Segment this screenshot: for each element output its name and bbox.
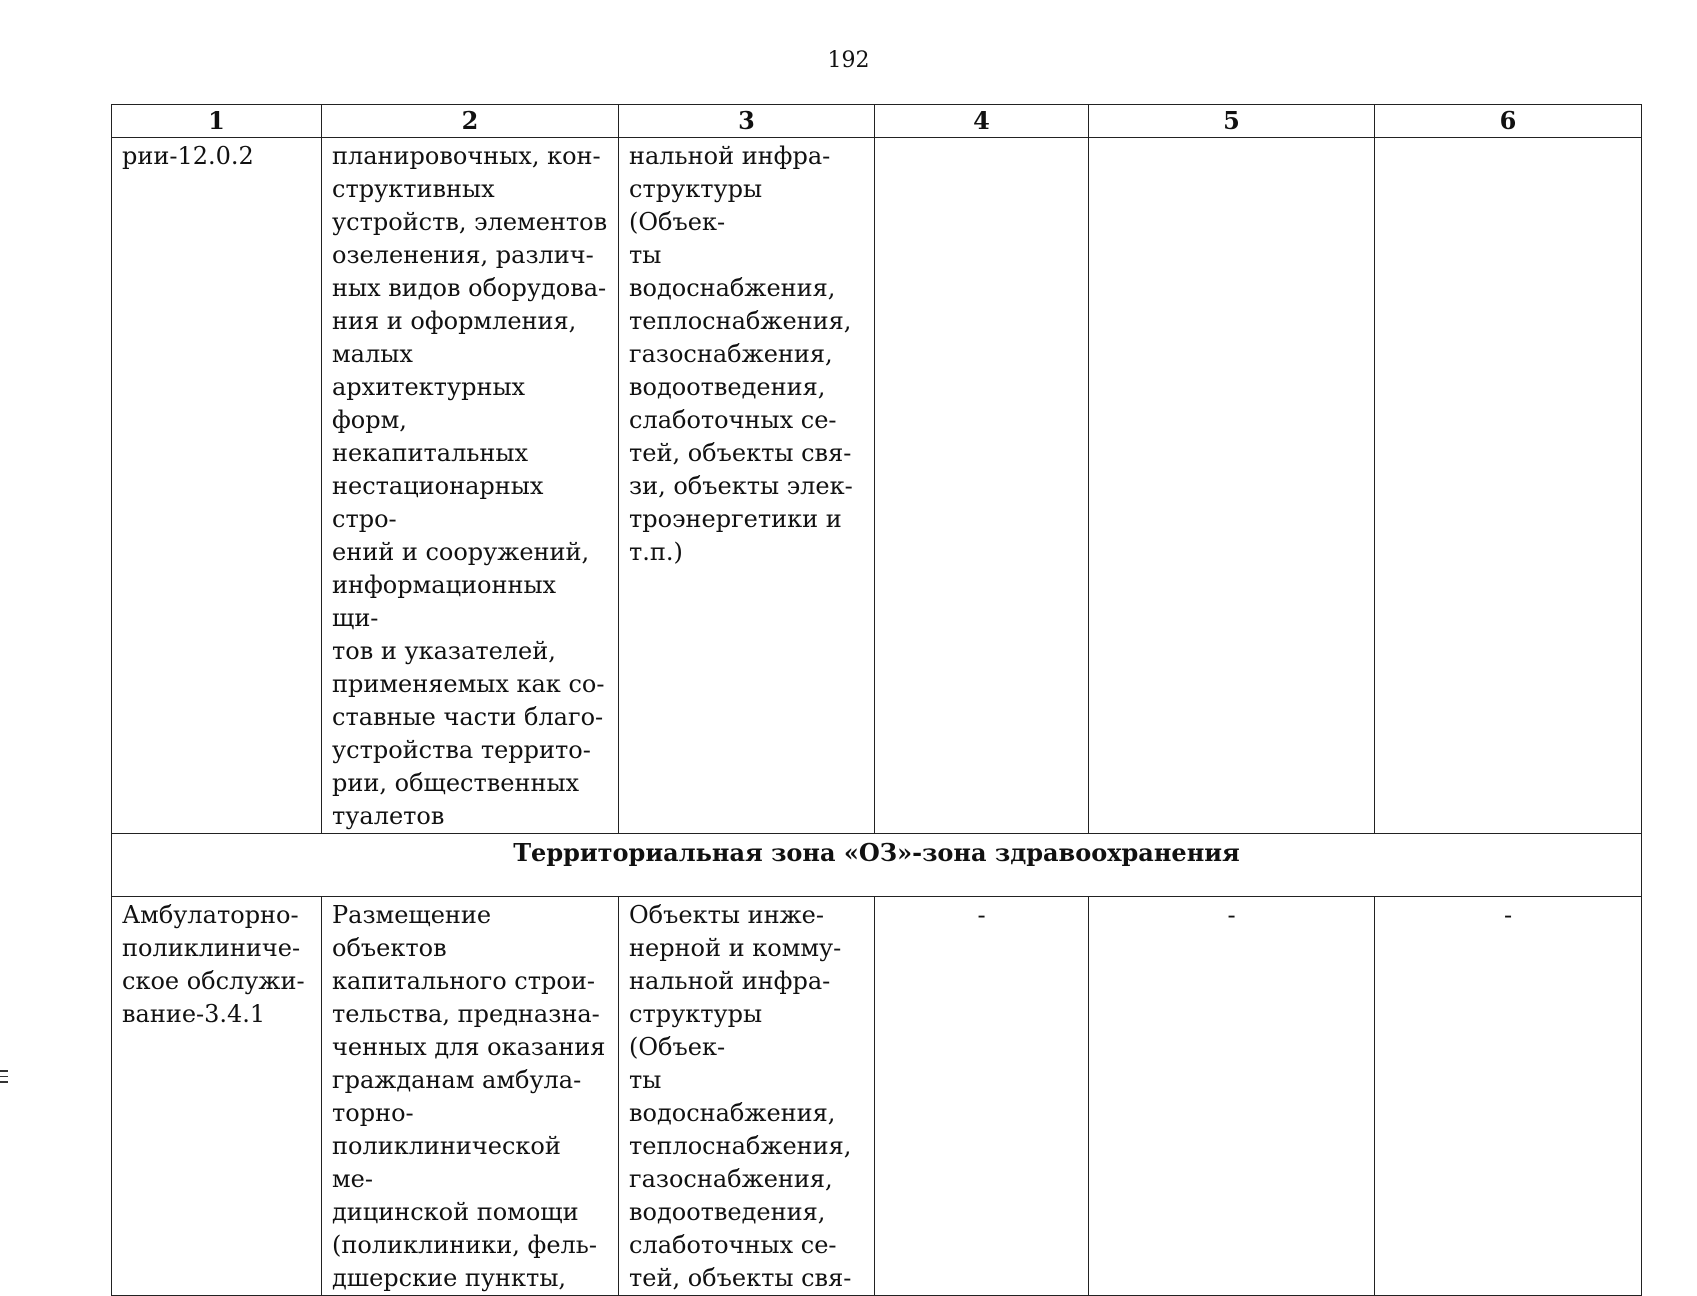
table-row <box>112 897 1642 1296</box>
cell-col-6 <box>1375 138 1642 834</box>
header-col-6: 6 <box>1375 105 1642 138</box>
header-col-4: 4 <box>875 105 1089 138</box>
header-col-2: 2 <box>322 105 619 138</box>
header-row <box>112 105 1642 138</box>
cell-use-type: Амбулаторно- поликлиниче- ское обслужи- вание-3.4.1 <box>112 897 322 1296</box>
header-col-1: 1 <box>112 105 322 138</box>
cell-auxiliary: нальной инфра- структуры (Объек- ты водоснабжения, теплоснабжения, газоснабжения, водоотведения, слаботочных се- тей, объекты свя- зи, объекты элек- троэнергетики и т.п.) <box>619 138 875 834</box>
cell-description: Размещение объектов капитального строи- тельства, предназна- ченных для оказания гражданам амбула- торно- поликлинической ме- дицинской помощи (поликлиники, фель- дшерские пункты, <box>322 897 619 1296</box>
regulations-table <box>111 104 1642 1296</box>
cell-auxiliary: Объекты инже- нерной и комму- нальной инфра- структуры (Объек- ты водоснабжения, теплоснабжения, газоснабжения, водоотведения, слаботочных се- тей, объекты свя- <box>619 897 875 1296</box>
header-col-3: 3 <box>619 105 875 138</box>
cell-col-6-dash: - <box>1375 897 1642 1296</box>
binding-margin-mark <box>0 1070 8 1086</box>
cell-col-4 <box>875 138 1089 834</box>
page-number: 192 <box>827 48 870 73</box>
cell-col-4-dash: - <box>875 897 1089 1296</box>
zone-heading-row <box>112 834 1642 897</box>
table-row <box>112 138 1642 834</box>
cell-col-5 <box>1089 138 1375 834</box>
zone-title: Территориальная зона «ОЗ»-зона здравоохранения <box>112 834 1642 897</box>
cell-description: планировочных, кон- структивных устройств, элементов озеленения, различ- ных видов оборудова- ния и оформления, малых архитектурных форм, некапитальных нестационарных стро- ений и сооружений, информационных щи- тов и указателей, применяемых как со- ставные части благо- устройства террито- рии, общественных туалетов <box>322 138 619 834</box>
cell-col-5-dash: - <box>1089 897 1375 1296</box>
cell-use-type: рии-12.0.2 <box>112 138 322 834</box>
header-col-5: 5 <box>1089 105 1375 138</box>
